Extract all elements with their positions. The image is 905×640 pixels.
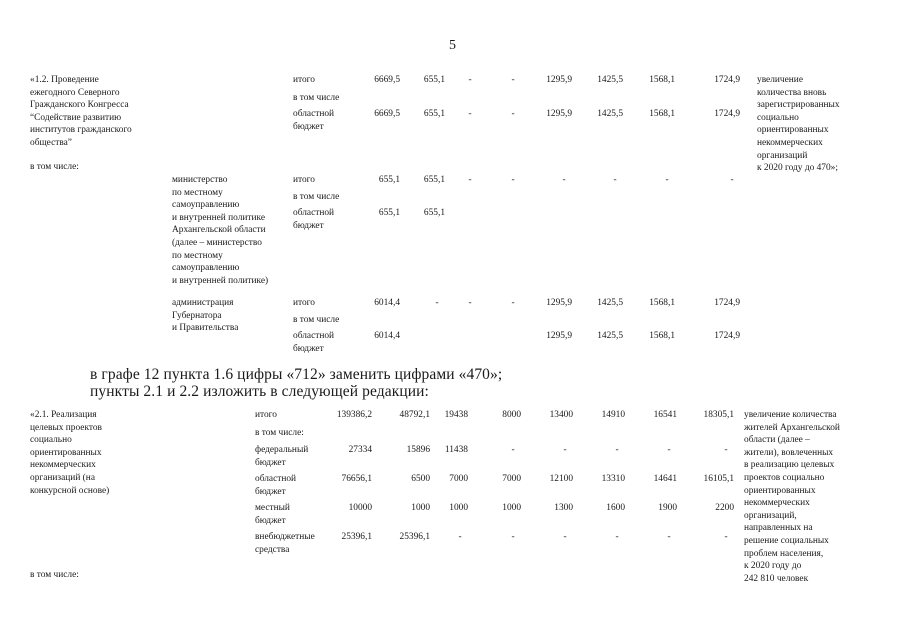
item-2-1-title: «2.1. Реализация целевых проектов социально ориентированных некоммерческих организаций (на конкурсной основе) xyxy=(30,410,110,496)
value-cell: 1295,9 xyxy=(546,298,572,308)
value-cell: 25396,1 xyxy=(341,532,372,542)
value-cell: 27334 xyxy=(348,445,372,455)
row-label-regional-budget: областной бюджет xyxy=(293,109,335,132)
value-cell: 1295,9 xyxy=(546,331,572,341)
value-cell: - xyxy=(563,445,567,455)
row-label-regional-budget: областной бюджет xyxy=(293,331,335,354)
value-cell: 1568,1 xyxy=(649,331,675,341)
value-cell: 1425,5 xyxy=(597,109,623,119)
value-cell: 14910 xyxy=(601,410,625,420)
value-cell: 1900 xyxy=(658,503,677,513)
value-cell: 1724,9 xyxy=(714,298,740,308)
executor-administration-name: администрация Губернатора и Правительства xyxy=(172,298,239,334)
amendment-instruction-line-1: в графе 12 пункта 1.6 цифры «712» заменить цифрами «470»; xyxy=(90,366,503,383)
value-cell: 655,1 xyxy=(423,175,445,185)
value-cell: 655,1 xyxy=(423,75,445,85)
value-cell: - xyxy=(724,532,728,542)
value-cell: 6669,5 xyxy=(374,75,400,85)
value-cell: 1600 xyxy=(606,503,625,513)
value-cell: 8000 xyxy=(502,410,521,420)
item-1-2-title: «1.2. Проведение ежегодного Северного Гражданского Конгресса “Содействие развитию институтов гражданского общества” xyxy=(30,75,132,148)
value-cell: 18305,1 xyxy=(703,410,734,420)
value-cell: 1300 xyxy=(554,503,573,513)
value-cell: 1425,5 xyxy=(597,331,623,341)
row-label-federal-budget: федеральный бюджет xyxy=(255,445,309,468)
row-label-regional-budget: областной бюджет xyxy=(255,474,297,497)
value-cell: 655,1 xyxy=(423,109,445,119)
value-cell: 7000 xyxy=(449,474,468,484)
value-cell: 1724,9 xyxy=(714,75,740,85)
value-cell: - xyxy=(468,109,472,119)
value-cell: 1568,1 xyxy=(649,75,675,85)
row-label-total: итого xyxy=(293,298,315,308)
value-cell: - xyxy=(511,109,515,119)
value-cell: 1425,5 xyxy=(597,298,623,308)
value-cell: 1425,5 xyxy=(597,75,623,85)
value-cell: - xyxy=(615,445,619,455)
value-cell: 48792,1 xyxy=(399,410,430,420)
value-cell: 2200 xyxy=(715,503,734,513)
row-label-including: в том числе: xyxy=(255,428,304,438)
value-cell: - xyxy=(724,445,728,455)
value-cell: 1295,9 xyxy=(546,109,572,119)
value-cell: - xyxy=(615,532,619,542)
value-cell: 12100 xyxy=(549,474,573,484)
value-cell: - xyxy=(562,175,566,185)
value-cell: 655,1 xyxy=(378,175,400,185)
value-cell: 14641 xyxy=(653,474,677,484)
item-2-1-in-number: в том числе: xyxy=(30,570,79,580)
executor-ministry-name: министерство по местному самоуправлению и внутренней политике Архангельской области (далее – министерство по местному самоуправлению и внутренней политике) xyxy=(172,175,269,286)
value-cell: 19438 xyxy=(444,410,468,420)
value-cell: 6500 xyxy=(411,474,430,484)
value-cell: - xyxy=(563,532,567,542)
value-cell: 13310 xyxy=(601,474,625,484)
value-cell: - xyxy=(458,532,462,542)
page-number: 5 xyxy=(449,38,456,53)
value-cell: 1295,9 xyxy=(546,75,572,85)
row-label-extrabudgetary: внебюджетные средства xyxy=(255,532,315,555)
amendment-instruction-line-2: пункты 2.1 и 2.2 изложить в следующей редакции: xyxy=(90,383,429,400)
value-cell: - xyxy=(730,175,734,185)
item-2-1-result: увеличение количества жителей Архангельской области (далее – жители), вовлеченных в реализацию целевых проектов социально ориентированных некоммерческих организаций, направленных на решение социальных проблем населения, к 2020 году до 242 810 человек xyxy=(744,410,840,584)
value-cell: 6014,4 xyxy=(374,331,400,341)
value-cell: 76656,1 xyxy=(341,474,372,484)
row-label-including: в том числе xyxy=(293,192,340,202)
value-cell: 13400 xyxy=(549,410,573,420)
value-cell: 1000 xyxy=(449,503,468,513)
value-cell: - xyxy=(613,175,617,185)
value-cell: - xyxy=(511,175,515,185)
value-cell: 16541 xyxy=(653,410,677,420)
value-cell: 1000 xyxy=(502,503,521,513)
value-cell: 7000 xyxy=(502,474,521,484)
value-cell: - xyxy=(468,175,472,185)
value-cell: - xyxy=(665,175,669,185)
value-cell: 1000 xyxy=(411,503,430,513)
item-1-2-in-number: в том числе: xyxy=(30,162,79,172)
value-cell: 1724,9 xyxy=(714,109,740,119)
value-cell: 1568,1 xyxy=(649,109,675,119)
value-cell: - xyxy=(468,75,472,85)
value-cell: 1724,9 xyxy=(714,331,740,341)
row-label-total: итого xyxy=(255,410,277,420)
row-label-including: в том числе xyxy=(293,93,340,103)
value-cell: - xyxy=(511,445,515,455)
value-cell: 139386,2 xyxy=(336,410,372,420)
row-label-total: итого xyxy=(293,175,315,185)
value-cell: - xyxy=(511,75,515,85)
item-1-2-result: увеличение количества вновь зарегистрированных социально ориентированных некоммерческих организаций к 2020 году до 470»; xyxy=(757,75,840,174)
value-cell: 1568,1 xyxy=(649,298,675,308)
row-label-including: в том числе xyxy=(293,315,340,325)
value-cell: - xyxy=(511,532,515,542)
value-cell: 6669,5 xyxy=(374,109,400,119)
value-cell: - xyxy=(667,445,671,455)
row-label-local-budget: местный бюджет xyxy=(255,503,290,526)
value-cell: 16105,1 xyxy=(703,474,734,484)
row-label-total: итого xyxy=(293,75,315,85)
value-cell: - xyxy=(511,298,515,308)
value-cell: 15896 xyxy=(406,445,430,455)
value-cell: 10000 xyxy=(348,503,372,513)
value-cell: 655,1 xyxy=(423,208,445,218)
value-cell: - xyxy=(667,532,671,542)
value-cell: - xyxy=(435,298,439,308)
value-cell: 25396,1 xyxy=(399,532,430,542)
value-cell: - xyxy=(468,298,472,308)
value-cell: 655,1 xyxy=(378,208,400,218)
row-label-regional-budget: областной бюджет xyxy=(293,208,335,231)
value-cell: 11438 xyxy=(444,445,468,455)
value-cell: 6014,4 xyxy=(374,298,400,308)
